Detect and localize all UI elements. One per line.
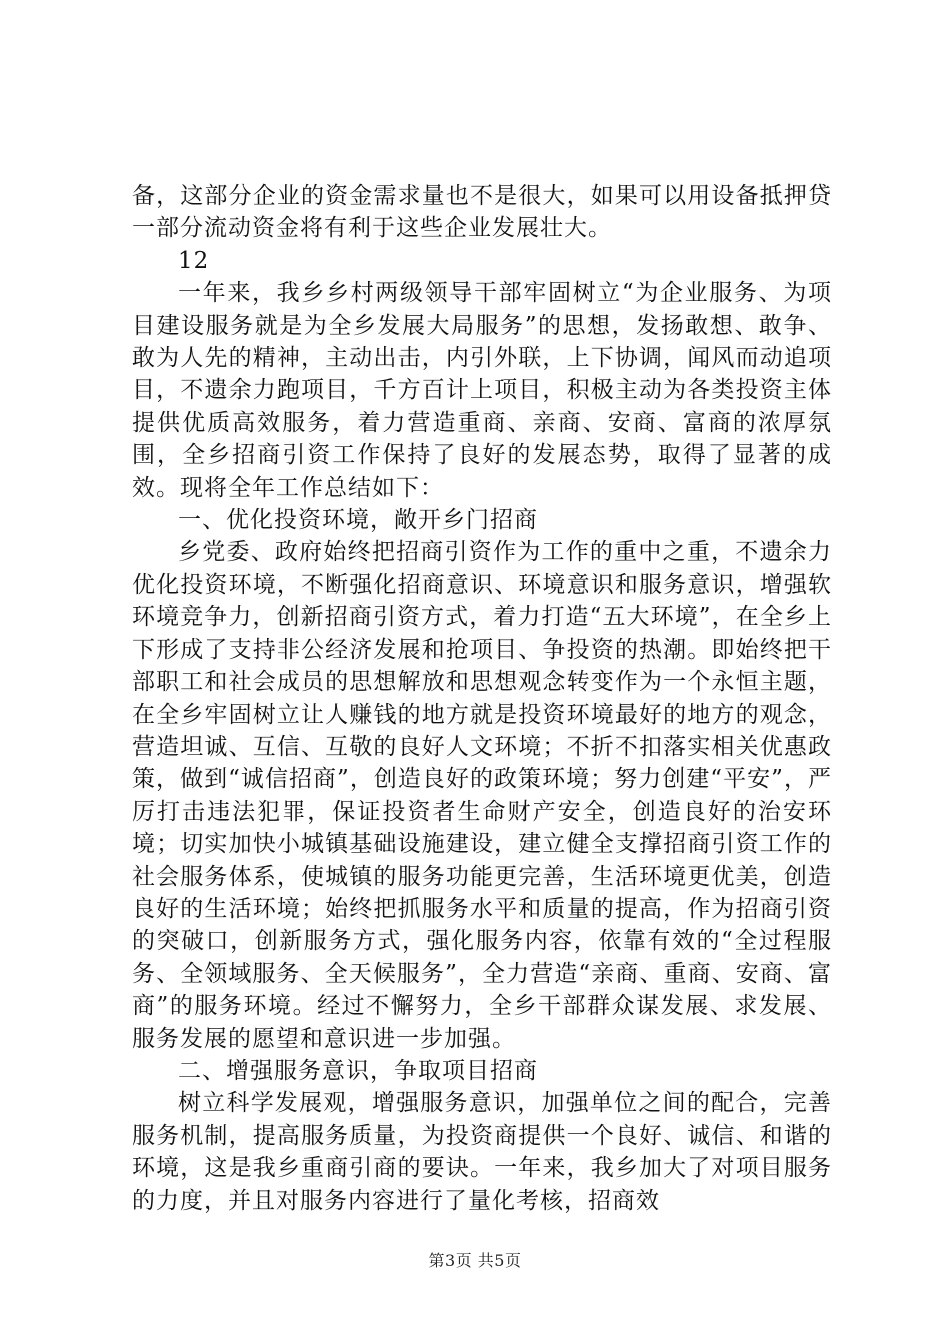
paragraph-number: 12 <box>178 247 210 274</box>
page-number-label: 第3页 共5页 <box>428 1251 522 1270</box>
paragraph-intro: 一年来，我乡乡村两级领导干部牢固树立“为企业服务、为项目建设服务就是为全乡发展大局服务”的思想，发扬敢想、敢争、敢为人先的精神，主动出击，内引外联，上下协调，闻风而动追项目，不遗余力跑项目，千方百计上项目，积极主动为各类投资主体提供优质高效服务，着力营造重商、亲商、安商、富商的浓厚氛围，全乡招商引资工作保持了良好的发展态势，取得了显著的成效。现将全年工作总结如下： <box>132 280 832 501</box>
paragraph-section-2: 树立科学发展观，增强服务意识，加强单位之间的配合，完善服务机制，提高服务质量，为投资商提供一个良好、诚信、和谐的环境，这是我乡重商引商的要诀。一年来，我乡加大了对项目服务的力度，并且对服务内容进行了量化考核，招商效 <box>132 1090 832 1214</box>
document-body <box>132 180 832 1217</box>
section-heading-1: 一、优化投资环境，敞开乡门招商 <box>178 507 538 534</box>
paragraph-section-1: 乡党委、政府始终把招商引资作为工作的重中之重，不遗余力优化投资环境，不断强化招商意识、环境意识和服务意识，增强软环境竞争力，创新招商引资方式，着力打造“五大环境”，在全乡上下形成了支持非公经济发展和抢项目、争投资的热潮。即始终把干部职工和社会成员的思想解放和思想观念转变作为一个永恒主题，在全乡牢固树立让人赚钱的地方就是投资环境最好的地方的观念，营造坦诚、互信、互敬的良好人文环境；不折不扣落实相关优惠政策，做到“诚信招商”，创造良好的政策环境；努力创建“平安”，严厉打击违法犯罪，保证投资者生命财产安全，创造良好的治安环境；切实加快小城镇基础设施建设，建立健全支撑招商引资工作的社会服务体系，使城镇的服务功能更完善，生活环境更优美，创造良好的生活环境；始终把抓服务水平和质量的提高，作为招商引资的突破口，创新服务方式，强化服务内容，依靠有效的“全过程服务、全领域服务、全天候服务”，全力营造“亲商、重商、安商、富商”的服务环境。经过不懈努力，全乡干部群众谋发展、求发展、服务发展的愿望和意识进一步加强。 <box>132 539 832 1052</box>
paragraph-continuation: 备，这部分企业的资金需求量也不是很大，如果可以用设备抵押贷一部分流动资金将有利于这些企业发展壮大。 <box>132 183 832 242</box>
section-heading-2: 二、增强服务意识，争取项目招商 <box>178 1057 538 1084</box>
page-footer <box>0 1248 950 1271</box>
